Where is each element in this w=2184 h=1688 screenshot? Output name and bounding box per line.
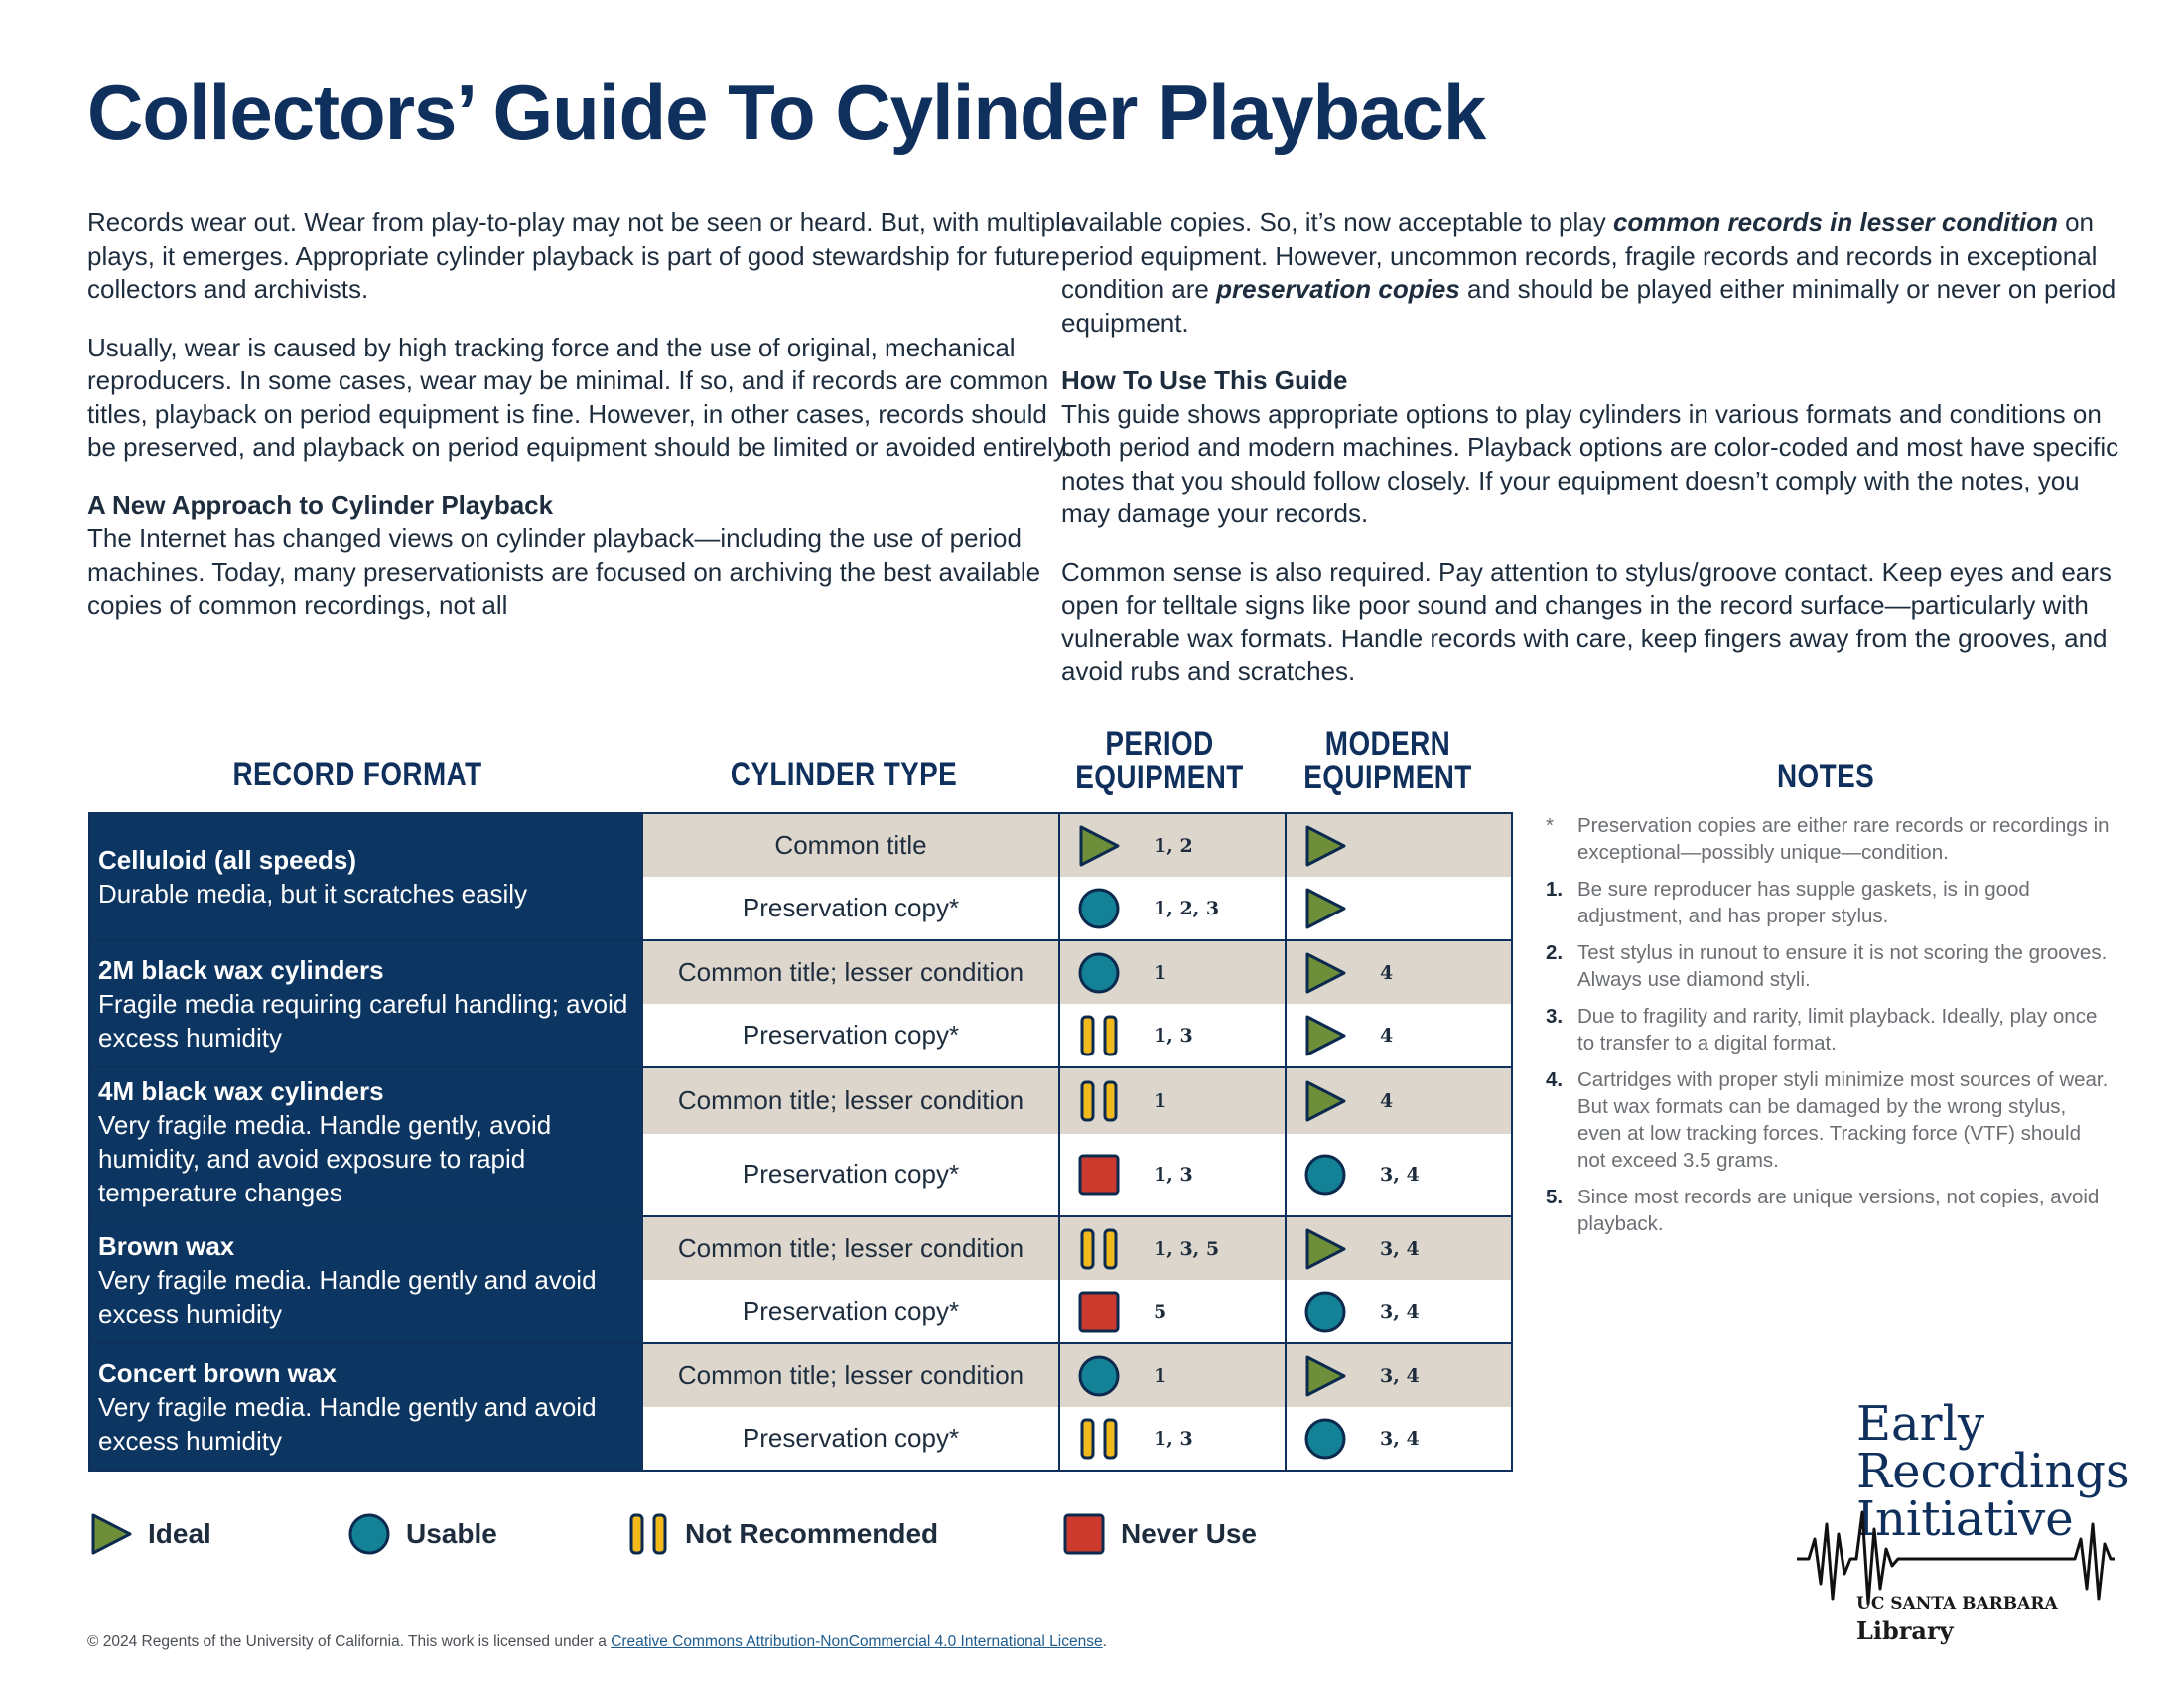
modern-equipment-cell bbox=[1286, 1134, 1512, 1216]
format-name: Celluloid (all speeds) bbox=[98, 845, 357, 875]
never-use-icon bbox=[1076, 1289, 1122, 1335]
cylinder-type-cell: Preservation copy* bbox=[642, 1004, 1059, 1067]
note-key: 1. bbox=[1546, 878, 1564, 901]
note-key: 3. bbox=[1546, 1005, 1564, 1028]
note-refs: 1, 2, 3 bbox=[1154, 897, 1220, 919]
note-item bbox=[1544, 1066, 2110, 1174]
table-row bbox=[89, 1067, 1512, 1134]
header-period-equipment: PERIOD EQUIPMENT bbox=[1075, 725, 1244, 796]
note-refs: 4 bbox=[1380, 961, 1394, 984]
format-description: Very fragile media. Handle gently and avoid excess humidity bbox=[98, 1265, 597, 1329]
cylinder-type-cell: Preservation copy* bbox=[642, 1407, 1059, 1471]
modern-equipment-cell bbox=[1286, 1067, 1512, 1134]
note-text: Test stylus in runout to ensure it is not scoring the grooves. Always use diamond styli. bbox=[1577, 941, 2108, 991]
note-text: Since most records are unique versions, not copies, avoid playback. bbox=[1577, 1186, 2100, 1235]
note-text: Cartridges with proper styli minimize most sources of wear. But wax formats can be damaged by the wrong stylus, even at low tracking forces. Tracking force (VTF) should not exceed 3.5 grams. bbox=[1577, 1068, 2109, 1172]
intro-paragraph: The Internet has changed views on cylinder playback—including the use of period machines. Today, many preservationists are focused on archiving the best available copies of common recordings, not all bbox=[87, 523, 1041, 620]
notes-list bbox=[1544, 812, 2110, 1247]
ideal-icon bbox=[1302, 950, 1348, 996]
legend-not-recommended bbox=[625, 1511, 938, 1557]
note-key: * bbox=[1546, 814, 1554, 837]
note-refs: 3, 4 bbox=[1380, 1364, 1420, 1387]
note-key: 2. bbox=[1546, 941, 1564, 964]
record-format-cell bbox=[89, 1343, 642, 1471]
cylinder-type-cell: Common title bbox=[642, 813, 1059, 877]
playback-guide-table bbox=[88, 812, 1513, 1472]
format-name: 2M black wax cylinders bbox=[98, 955, 384, 985]
note-item bbox=[1544, 1184, 2110, 1237]
not-recommended-icon bbox=[1076, 1416, 1122, 1462]
ideal-icon bbox=[1302, 886, 1348, 931]
period-equipment-cell bbox=[1059, 1067, 1286, 1134]
note-refs: 1, 3 bbox=[1154, 1427, 1193, 1450]
note-item bbox=[1544, 876, 2110, 929]
period-equipment-cell bbox=[1059, 1004, 1286, 1067]
format-description: Fragile media requiring careful handling; avoid excess humidity bbox=[98, 989, 628, 1053]
period-equipment-cell bbox=[1059, 1280, 1286, 1343]
modern-equipment-cell bbox=[1286, 1216, 1512, 1280]
format-name: Concert brown wax bbox=[98, 1358, 337, 1388]
table-row bbox=[89, 1343, 1512, 1407]
table-row bbox=[89, 940, 1512, 1004]
period-equipment-cell bbox=[1059, 1216, 1286, 1280]
ideal-icon bbox=[88, 1511, 134, 1557]
not-recommended-icon bbox=[1076, 1078, 1122, 1124]
intro-paragraph: This guide shows appropriate options to play cylinders in various formats and conditions on both period and modern machines. Playback options are color-coded and most have specific notes that you should follow closely. If your equipment doesn’t comply with the notes, you may damage your records. bbox=[1061, 398, 2119, 528]
note-refs: 3, 4 bbox=[1380, 1427, 1420, 1450]
intro-column-right bbox=[1061, 207, 2123, 714]
intro-paragraph: available copies. So, it’s now acceptable to play common records in lesser condition on period equipment. However, uncommon records, fragile records and records in exceptional condition are preservation copies and should be played either minimally or never on period equipment. bbox=[1061, 208, 2116, 338]
cylinder-type-cell: Preservation copy* bbox=[642, 1280, 1059, 1343]
note-item bbox=[1544, 1003, 2110, 1056]
note-refs: 1, 2 bbox=[1154, 834, 1193, 857]
note-refs: 1 bbox=[1154, 961, 1167, 984]
intro-column-left bbox=[87, 207, 1080, 647]
note-key: 5. bbox=[1546, 1186, 1564, 1208]
note-refs: 3, 4 bbox=[1380, 1237, 1420, 1260]
ideal-icon bbox=[1302, 1226, 1348, 1272]
legend-label: Ideal bbox=[148, 1518, 211, 1549]
license-link[interactable]: Creative Commons Attribution-NonCommercial 4.0 International License bbox=[611, 1633, 1103, 1650]
legend-label: Never Use bbox=[1121, 1518, 1257, 1549]
legend-label: Usable bbox=[406, 1518, 497, 1549]
format-name: 4M black wax cylinders bbox=[98, 1076, 384, 1106]
usable-icon bbox=[1076, 1353, 1122, 1399]
modern-equipment-cell bbox=[1286, 1407, 1512, 1471]
legend-ideal bbox=[88, 1511, 211, 1557]
page-title: Collectors’ Guide To Cylinder Playback bbox=[87, 69, 1486, 156]
header-record-format: RECORD FORMAT bbox=[232, 756, 482, 793]
cylinder-type-cell: Preservation copy* bbox=[642, 1134, 1059, 1216]
note-refs: 1 bbox=[1154, 1089, 1167, 1112]
period-equipment-cell bbox=[1059, 1134, 1286, 1216]
note-refs: 1, 3 bbox=[1154, 1024, 1193, 1047]
not-recommended-icon bbox=[1076, 1226, 1122, 1272]
header-modern-equipment: MODERN EQUIPMENT bbox=[1303, 725, 1472, 796]
usable-icon bbox=[1076, 950, 1122, 996]
ideal-icon bbox=[1302, 1078, 1348, 1124]
note-refs: 5 bbox=[1154, 1300, 1167, 1323]
modern-equipment-cell bbox=[1286, 1343, 1512, 1407]
record-format-cell bbox=[89, 940, 642, 1067]
copyright-footer: © 2024 Regents of the University of California. This work is licensed under a Creative Commons Attribution-NonCommercial 4.0 International License. bbox=[87, 1633, 1107, 1650]
usable-icon bbox=[1302, 1289, 1348, 1335]
note-refs: 1 bbox=[1154, 1364, 1167, 1387]
cylinder-type-cell: Common title; lesser condition bbox=[642, 1343, 1059, 1407]
legend-usable bbox=[346, 1511, 497, 1557]
note-refs: 1, 3 bbox=[1154, 1163, 1193, 1186]
legend-label: Not Recommended bbox=[685, 1518, 939, 1549]
not-recommended-icon bbox=[625, 1511, 671, 1557]
note-refs: 3, 4 bbox=[1380, 1163, 1420, 1186]
note-refs: 4 bbox=[1380, 1089, 1394, 1112]
modern-equipment-cell bbox=[1286, 1004, 1512, 1067]
legend-never-use bbox=[1061, 1511, 1257, 1557]
not-recommended-icon bbox=[1076, 1013, 1122, 1058]
period-equipment-cell bbox=[1059, 940, 1286, 1004]
table-row bbox=[89, 813, 1512, 877]
cylinder-type-cell: Common title; lesser condition bbox=[642, 940, 1059, 1004]
note-refs: 4 bbox=[1380, 1024, 1394, 1047]
cylinder-type-cell: Common title; lesser condition bbox=[642, 1067, 1059, 1134]
period-equipment-cell bbox=[1059, 877, 1286, 940]
header-cylinder-type: CYLINDER TYPE bbox=[730, 756, 958, 793]
intro-paragraph: Records wear out. Wear from play-to-play may not be seen or heard. But, with multiple plays, it emerges. Appropriate cylinder playback is part of good stewardship for future collectors and archivists. bbox=[87, 208, 1076, 304]
section-heading: A New Approach to Cylinder Playback bbox=[87, 490, 554, 520]
note-item bbox=[1544, 939, 2110, 993]
never-use-icon bbox=[1061, 1511, 1107, 1557]
period-equipment-cell bbox=[1059, 1343, 1286, 1407]
note-item bbox=[1544, 812, 2110, 866]
note-text: Be sure reproducer has supple gaskets, is in good adjustment, and has proper stylus. bbox=[1577, 878, 2030, 927]
cylinder-type-cell: Common title; lesser condition bbox=[642, 1216, 1059, 1280]
modern-equipment-cell bbox=[1286, 940, 1512, 1004]
ideal-icon bbox=[1302, 1013, 1348, 1058]
usable-icon bbox=[346, 1511, 392, 1557]
modern-equipment-cell bbox=[1286, 813, 1512, 877]
format-description: Very fragile media. Handle gently, avoid humidity, and avoid exposure to rapid temperature changes bbox=[98, 1110, 552, 1207]
record-format-cell bbox=[89, 813, 642, 940]
usable-icon bbox=[1302, 1416, 1348, 1462]
note-key: 4. bbox=[1546, 1068, 1564, 1091]
format-description: Very fragile media. Handle gently and avoid excess humidity bbox=[98, 1392, 597, 1456]
ideal-icon bbox=[1302, 823, 1348, 869]
usable-icon bbox=[1076, 886, 1122, 931]
format-name: Brown wax bbox=[98, 1231, 235, 1261]
usable-icon bbox=[1302, 1152, 1348, 1197]
section-heading: How To Use This Guide bbox=[1061, 365, 1348, 395]
ideal-icon bbox=[1302, 1353, 1348, 1399]
cylinder-type-cell: Preservation copy* bbox=[642, 877, 1059, 940]
never-use-icon bbox=[1076, 1152, 1122, 1197]
record-format-cell bbox=[89, 1067, 642, 1216]
header-notes: NOTES bbox=[1777, 758, 1875, 795]
table-row bbox=[89, 1216, 1512, 1280]
ideal-icon bbox=[1076, 823, 1122, 869]
period-equipment-cell bbox=[1059, 813, 1286, 877]
note-text: Due to fragility and rarity, limit playback. Ideally, play once to transfer to a digital format. bbox=[1577, 1005, 2098, 1055]
period-equipment-cell bbox=[1059, 1407, 1286, 1471]
note-refs: 1, 3, 5 bbox=[1154, 1237, 1220, 1260]
record-format-cell bbox=[89, 1216, 642, 1343]
note-text: Preservation copies are either rare records or recordings in exceptional—possibly unique—condition. bbox=[1577, 814, 2110, 864]
modern-equipment-cell bbox=[1286, 877, 1512, 940]
format-description: Durable media, but it scratches easily bbox=[98, 879, 528, 909]
note-refs: 3, 4 bbox=[1380, 1300, 1420, 1323]
intro-paragraph: Common sense is also required. Pay attention to stylus/groove contact. Keep eyes and ears open for telltale signs like poor sound and changes in the record surface—particularly with vulnerable wax formats. Handle records with care, keep fingers away from the grooves, and avoid rubs and scratches. bbox=[1061, 556, 2112, 686]
intro-paragraph: Usually, wear is caused by high tracking force and the use of original, mechanical reproducers. In some cases, wear may be minimal. If so, and if records are common titles, playback on period equipment is fine. However, in other cases, records should be preserved, and playback on period equipment should be limited or avoided entirely. bbox=[87, 332, 1072, 462]
modern-equipment-cell bbox=[1286, 1280, 1512, 1343]
